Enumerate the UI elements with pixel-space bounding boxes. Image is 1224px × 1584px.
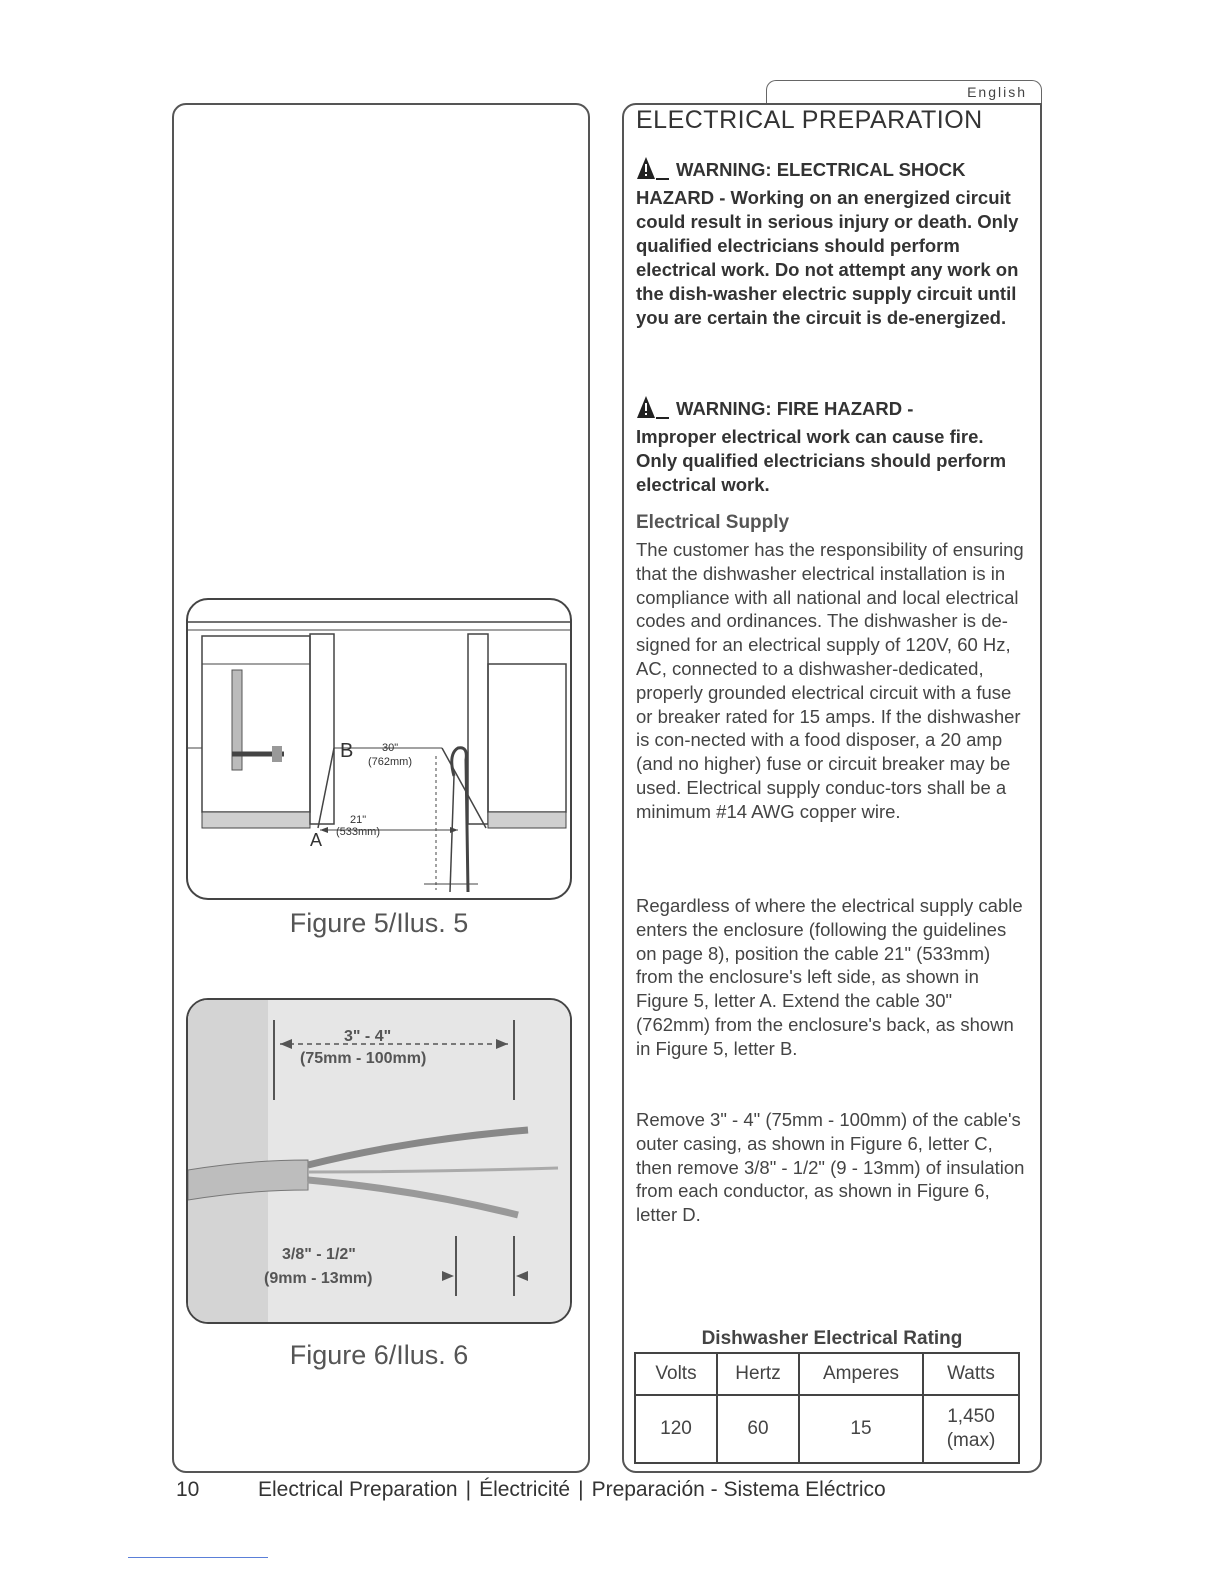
figure-5-drawing: [188, 600, 572, 900]
figure-6-dim-d: 3/8" - 1/2": [282, 1246, 356, 1263]
figure-5-dim-a-mm: (533mm): [336, 826, 381, 838]
language-tab: [766, 80, 1042, 104]
figure-5-dim-a: 21": [350, 814, 367, 826]
footer-title-fr: Électricité: [479, 1478, 571, 1501]
rating-table-title: Dishwasher Electrical Rating: [701, 1328, 963, 1349]
fire-warning-heading: WARNING: FIRE HAZARD -: [676, 398, 914, 419]
figure-6-dim-c: 3" - 4": [344, 1028, 392, 1045]
rating-value-volts: 120: [635, 1395, 717, 1463]
electrical-supply-heading: Electrical Supply: [636, 512, 790, 533]
page-footer: [176, 1478, 886, 1502]
figure-5-label-a: A: [310, 830, 323, 850]
fire-warning-text: Improper electrical work can cause fire. Only qualified electricians should perform electrical work.: [636, 426, 1007, 495]
rating-value-watts: 1,450: [947, 1406, 995, 1427]
rating-header-volts: Volts: [635, 1353, 717, 1395]
figure-6-dim-c-mm: (75mm - 100mm): [300, 1050, 427, 1067]
figure-6-drawing: [188, 1000, 572, 1324]
rating-value-amperes: 15: [799, 1395, 923, 1463]
bottom-rule: [128, 1557, 268, 1558]
footer-separator: |: [465, 1478, 472, 1501]
rating-watts-note: (max): [946, 1430, 996, 1451]
figure-5-illustration: [186, 598, 572, 900]
rating-table-value-row: [635, 1395, 1019, 1463]
footer-separator: |: [578, 1478, 584, 1501]
electrical-supply-paragraph-1: The customer has the responsibility of ensuring that the dishwasher electrical installation is in compliance with all national and local electrical codes and ordinances. The dishwasher is de-signed for an electrical supply of 120V, 60 Hz, AC, connected to a dishwasher-dedicated, properly grounded electrical circuit with a fuse or breaker rated for 15 amps. If the dishwasher is con-nected with a food disposer, a 20 amp (and no higher) fuse or circuit breaker may be used. Electrical supply conduc-tors shall be a minimum #14 AWG copper wire.: [636, 539, 1024, 822]
electrical-warning-heading: WARNING: ELECTRICAL SHOCK: [676, 159, 966, 180]
electrical-supply-paragraph-2: Regardless of where the electrical supply cable enters the enclosure (following the guidelines on page 8), position the cable 21" (533mm) from the enclosure's left side, as shown in Figure 5, letter A. Extend the cable 30" (762mm) from the enclosure's back, as shown in Figure 5, letter B.: [636, 895, 1023, 1059]
figure-6-caption: Figure 6/Ilus. 6: [289, 1340, 469, 1370]
rating-table: [634, 1352, 1020, 1464]
figure-5-label-b: B: [340, 740, 354, 762]
rating-header-hertz: Hertz: [717, 1353, 799, 1395]
section-title: ELECTRICAL PREPARATION: [636, 106, 983, 134]
figure-6-dim-d-mm: (9mm - 13mm): [264, 1270, 373, 1287]
electrical-supply-paragraph-3: Remove 3" - 4" (75mm - 100mm) of the cable's outer casing, as shown in Figure 6, letter C, then remove 3/8" - 1/2" (9 - 13mm) of insulation from each conductor, as shown in Figure 6, letter D.: [636, 1109, 1025, 1226]
figure-5-dim-b: 30": [382, 742, 399, 754]
warning-triangle-icon: [636, 156, 670, 186]
electrical-shock-warning: [636, 156, 1028, 330]
figure-6-illustration: [186, 998, 572, 1324]
warning-triangle-icon: [636, 395, 670, 425]
footer-title-en: Electrical Preparation: [258, 1478, 458, 1501]
figure-5-caption: Figure 5/Ilus. 5: [289, 908, 469, 938]
rating-header-watts: Watts: [923, 1353, 1019, 1395]
footer-title-es: Preparación - Sistema Eléctrico: [591, 1478, 886, 1501]
fire-hazard-warning: [636, 395, 1028, 497]
rating-header-amperes: Amperes: [799, 1353, 923, 1395]
electrical-warning-text: HAZARD - Working on an energized circuit could result in serious injury or death. Only qualified electricians should perform electrical work. Do not attempt any work on the dish-washer electric supply circuit until you are certain the circuit is de-energized.: [636, 187, 1019, 328]
page-number: 10: [176, 1478, 200, 1501]
rating-table-header-row: [635, 1353, 1019, 1395]
rating-value-hertz: 60: [717, 1395, 799, 1463]
language-tab-label: English: [967, 84, 1027, 100]
rating-value-watts-cell: [923, 1395, 1019, 1463]
figure-5-dim-b-mm: (762mm): [368, 756, 413, 768]
